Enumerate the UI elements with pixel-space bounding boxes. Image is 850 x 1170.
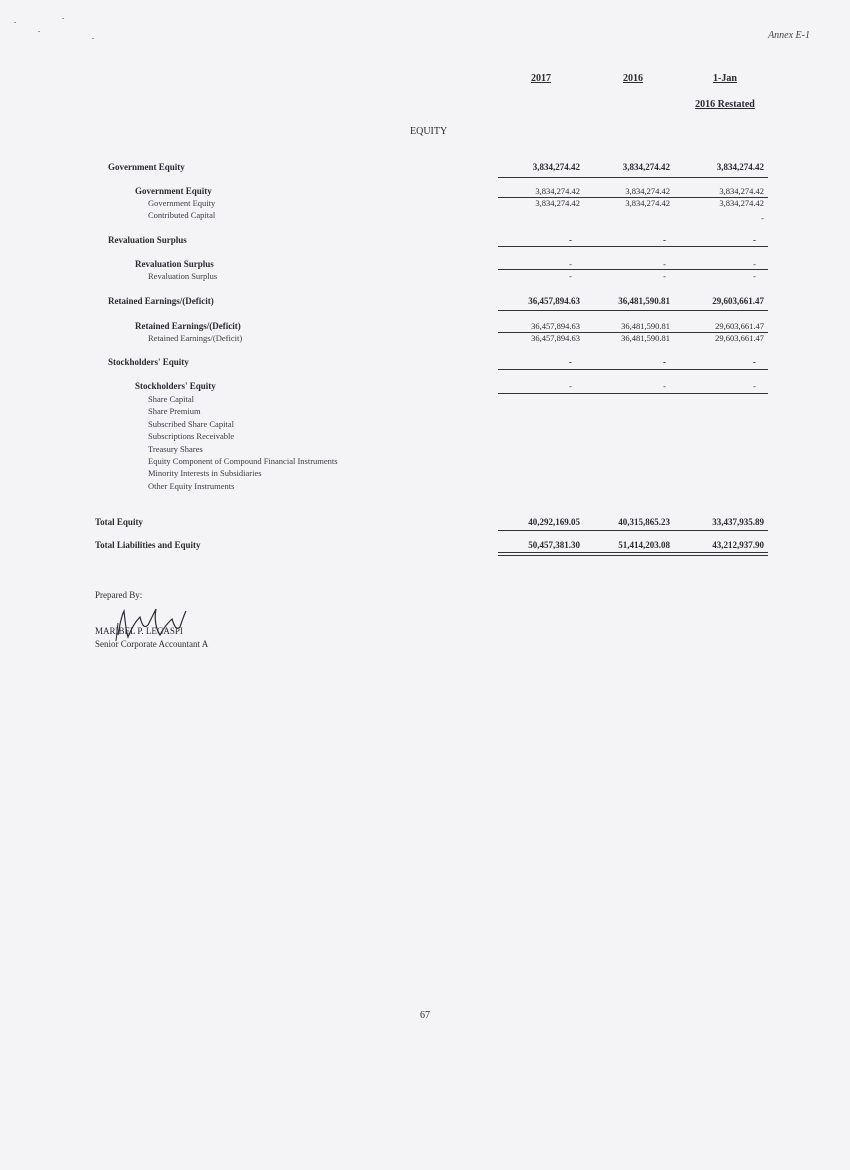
column-subheading-restated: 2016 Restated [695, 99, 755, 110]
underline [498, 310, 768, 311]
total-equity-label: Total Equity [95, 517, 143, 527]
retained-earnings-2016: 36,481,590.81 [618, 296, 670, 306]
revaluation-surplus-item-2016: - [663, 271, 666, 281]
retained-earnings-item-jan: 29,603,661.47 [715, 333, 764, 343]
retained-earnings-jan: 29,603,661.47 [712, 296, 764, 306]
retained-earnings-label: Retained Earnings/(Deficit) [108, 296, 214, 306]
government-equity-group-2017: 3,834,274.42 [535, 186, 580, 196]
stockholders-equity-group-2016: - [663, 381, 666, 391]
stockholders-equity-label: Stockholders' Equity [108, 357, 189, 367]
stockholders-equity-group-2017: - [569, 381, 572, 391]
underline [498, 530, 768, 531]
section-title: EQUITY [410, 126, 448, 137]
scan-speck [14, 22, 16, 23]
contributed-capital-jan: - [761, 213, 764, 223]
minority-interests-label: Minority Interests in Subsidiaries [148, 468, 262, 478]
preparer-name: MARIBEL P. LEGASPI [95, 626, 183, 636]
column-heading-2016: 2016 [623, 73, 643, 84]
revaluation-surplus-item-jan: - [753, 271, 756, 281]
double-underline [498, 552, 768, 556]
revaluation-surplus-item-label: Revaluation Surplus [148, 271, 218, 281]
underline [498, 369, 768, 370]
retained-earnings-group-label: Retained Earnings/(Deficit) [135, 321, 241, 331]
stockholders-equity-jan: - [753, 357, 756, 367]
revaluation-surplus-group-jan: - [753, 259, 756, 269]
share-capital-label: Share Capital [148, 394, 195, 404]
annex-label: Annex E-1 [768, 30, 810, 41]
government-equity-item-2016: 3,834,274.42 [625, 198, 670, 208]
revaluation-surplus-item-2017: - [569, 271, 572, 281]
scan-speck [38, 31, 40, 32]
share-premium-label: Share Premium [148, 406, 201, 416]
subscribed-share-capital-label: Subscribed Share Capital [148, 419, 234, 429]
government-equity-item-2017: 3,834,274.42 [535, 198, 580, 208]
stockholders-equity-2017: - [569, 357, 572, 367]
contributed-capital-label: Contributed Capital [148, 210, 216, 220]
government-equity-2017: 3,834,274.42 [532, 162, 580, 172]
government-equity-2016: 3,834,274.42 [622, 162, 670, 172]
retained-earnings-group-2016: 36,481,590.81 [621, 321, 670, 331]
scan-speck [92, 38, 94, 39]
total-equity-jan: 33,437,935.89 [712, 517, 764, 527]
government-equity-item-label: Government Equity [148, 198, 216, 208]
revaluation-surplus-2017: - [569, 235, 572, 245]
preparer-title: Senior Corporate Accountant A [95, 639, 209, 649]
revaluation-surplus-group-2017: - [569, 259, 572, 269]
retained-earnings-item-2016: 36,481,590.81 [621, 333, 670, 343]
retained-earnings-item-2017: 36,457,894.63 [531, 333, 580, 343]
other-equity-instruments-label: Other Equity Instruments [148, 481, 235, 491]
government-equity-group-label: Government Equity [135, 186, 212, 196]
retained-earnings-2017: 36,457,894.63 [528, 296, 580, 306]
subscriptions-receivable-label: Subscriptions Receivable [148, 431, 235, 441]
revaluation-surplus-group-2016: - [663, 259, 666, 269]
revaluation-surplus-jan: - [753, 235, 756, 245]
column-heading-jan: 1-Jan [713, 73, 737, 84]
government-equity-jan: 3,834,274.42 [716, 162, 764, 172]
total-liabilities-equity-jan: 43,212,937.90 [712, 540, 764, 550]
total-liabilities-equity-2017: 50,457,381.30 [528, 540, 580, 550]
prepared-by-label: Prepared By: [95, 590, 143, 600]
revaluation-surplus-group-label: Revaluation Surplus [135, 259, 214, 269]
total-equity-2017: 40,292,169.05 [528, 517, 580, 527]
stockholders-equity-group-jan: - [753, 381, 756, 391]
scan-speck [62, 18, 64, 19]
government-equity-group-jan: 3,834,274.42 [719, 186, 764, 196]
page-number: 67 [420, 1010, 430, 1021]
underline [498, 269, 768, 270]
revaluation-surplus-label: Revaluation Surplus [108, 235, 187, 245]
government-equity-item-jan: 3,834,274.42 [719, 198, 764, 208]
retained-earnings-group-jan: 29,603,661.47 [715, 321, 764, 331]
stockholders-equity-2016: - [663, 357, 666, 367]
retained-earnings-group-2017: 36,457,894.63 [531, 321, 580, 331]
underline [498, 177, 768, 178]
underline [498, 246, 768, 247]
column-heading-2017: 2017 [531, 73, 551, 84]
treasury-shares-label: Treasury Shares [148, 444, 203, 454]
total-liabilities-equity-label: Total Liabilities and Equity [95, 540, 201, 550]
retained-earnings-item-label: Retained Earnings/(Deficit) [148, 333, 243, 343]
revaluation-surplus-2016: - [663, 235, 666, 245]
underline [498, 393, 768, 394]
equity-component-label: Equity Component of Compound Financial Instruments [148, 456, 338, 466]
stockholders-equity-group-label: Stockholders' Equity [135, 381, 216, 391]
total-equity-2016: 40,315,865.23 [618, 517, 670, 527]
government-equity-label: Government Equity [108, 162, 185, 172]
total-liabilities-equity-2016: 51,414,203.08 [618, 540, 670, 550]
government-equity-group-2016: 3,834,274.42 [625, 186, 670, 196]
